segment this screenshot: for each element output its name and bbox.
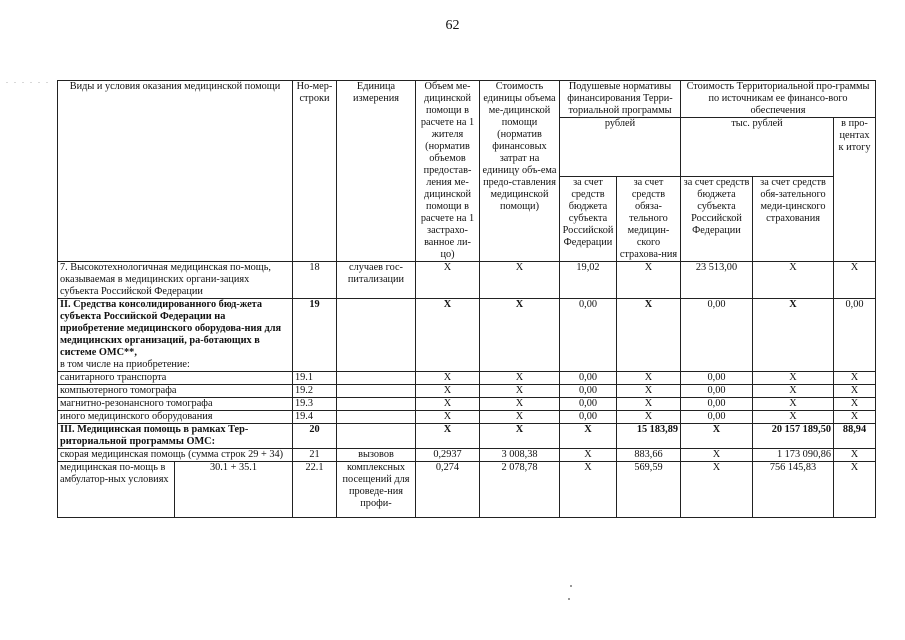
row-pc-budget: 0,00 <box>560 398 617 411</box>
row-pct: X <box>834 385 876 398</box>
row-pct: X <box>834 372 876 385</box>
row-unit <box>337 299 416 372</box>
row-name: компьютерного томографа <box>58 385 293 398</box>
row-unit <box>337 385 416 398</box>
row-unit <box>337 372 416 385</box>
row-t-budget: 0,00 <box>681 385 753 398</box>
row-cost: 3 008,38 <box>480 449 560 462</box>
row-cost: 2 078,78 <box>480 462 560 518</box>
header-percent: в про-центах к итогу <box>834 118 876 262</box>
row-t-budget: 0,00 <box>681 372 753 385</box>
row-volume: X <box>416 262 480 299</box>
row-pc-oms: X <box>617 372 681 385</box>
row-pc-budget: 0,00 <box>560 299 617 372</box>
row-pc-budget: 0,00 <box>560 385 617 398</box>
row-t-budget: X <box>681 462 753 518</box>
row-unit: комплексных посещений для проведе-ния профи- <box>337 462 416 518</box>
row-pc-oms: X <box>617 398 681 411</box>
table-row <box>58 262 876 299</box>
row-unit: случаев гос-питализации <box>337 262 416 299</box>
row-cost: X <box>480 372 560 385</box>
row-t-budget: X <box>681 449 753 462</box>
row-pc-budget: X <box>560 462 617 518</box>
row-name-main: II. Средства консолидированного бюд-жета субъекта Российской Федерации на приобретение медицинского оборудова-ния для медицинских организаций, ра-ботающих в системе ОМС**, <box>60 299 282 358</box>
table-row <box>58 449 876 462</box>
table-row <box>58 411 876 424</box>
page-number: 62 <box>445 18 460 33</box>
row-unit <box>337 424 416 449</box>
row-cost: X <box>480 385 560 398</box>
row-cost: X <box>480 299 560 372</box>
row-volume: X <box>416 299 480 372</box>
row-pc-oms: X <box>617 299 681 372</box>
row-pc-oms: X <box>617 385 681 398</box>
header-cost: Стоимость единицы объема ме-дицинской помощи (норматив финансовых затрат на единицу объ-ема предо-ставления медицинской помощи) <box>480 81 560 262</box>
row-t-oms: X <box>753 411 834 424</box>
row-cost: X <box>480 411 560 424</box>
row-num: 19.4 <box>293 411 337 424</box>
table-row <box>58 299 876 372</box>
scan-speck <box>570 585 572 587</box>
row-t-oms: X <box>753 398 834 411</box>
row-t-oms: X <box>753 262 834 299</box>
row-volume: 0,2937 <box>416 449 480 462</box>
row-name: скорая медицинская помощь (сумма строк 29 + 34) <box>58 449 293 462</box>
row-pct: X <box>834 398 876 411</box>
row-volume: X <box>416 398 480 411</box>
row-pc-budget: 19,02 <box>560 262 617 299</box>
row-t-oms: 756 145,83 <box>753 462 834 518</box>
scan-speck <box>568 598 570 600</box>
row-pct: X <box>834 411 876 424</box>
row-volume: X <box>416 411 480 424</box>
row-cost: X <box>480 424 560 449</box>
row-t-oms: 1 173 090,86 <box>753 449 834 462</box>
row-pc-oms: 15 183,89 <box>617 424 681 449</box>
header-volume: Объем ме-дицинской помощи в расчете на 1 жителя (норматив объемов предостав-ления ме-дицинской помощи в расчете на 1 застрахо-ванное ли-цо) <box>416 81 480 262</box>
row-pc-oms: 569,59 <box>617 462 681 518</box>
row-pc-oms: 883,66 <box>617 449 681 462</box>
row-t-budget: 0,00 <box>681 411 753 424</box>
header-total: Стоимость Территориальной про-граммы по источникам ее финансо-вого обеспечения <box>681 81 876 118</box>
row-pc-budget: 0,00 <box>560 411 617 424</box>
row-pc-budget: 0,00 <box>560 372 617 385</box>
row-name: иного медицинского оборудования <box>58 411 293 424</box>
row-pct: 88,94 <box>834 424 876 449</box>
row-pct: X <box>834 262 876 299</box>
header-unit-thousand: тыс. рублей <box>681 118 834 177</box>
header-unit: Единица измерения <box>337 81 416 262</box>
header-num: Но-мер-строки <box>293 81 337 262</box>
row-unit <box>337 398 416 411</box>
row-pc-budget: X <box>560 424 617 449</box>
header-pc-oms: за счет средств обяза-тельного медицин-ского страхова-ния <box>617 177 681 262</box>
row-num: 18 <box>293 262 337 299</box>
row-unit <box>337 411 416 424</box>
header-row-1 <box>58 81 876 118</box>
row-t-budget: 0,00 <box>681 398 753 411</box>
row-volume: 0,274 <box>416 462 480 518</box>
row-volume: X <box>416 385 480 398</box>
row-cost: X <box>480 398 560 411</box>
row-pct: 0,00 <box>834 299 876 372</box>
row-num: 22.1 <box>293 462 337 518</box>
table-row <box>58 398 876 411</box>
row-pc-oms: X <box>617 411 681 424</box>
row-name: III. Медицинская помощь в рамках Тер-риториальной программы ОМС: <box>58 424 293 449</box>
table-row <box>58 385 876 398</box>
row-name-tail: в том числе на приобретение: <box>60 359 190 370</box>
header-type: Виды и условия оказания медицинской помощи <box>58 81 293 262</box>
header-unit-rub: рублей <box>560 118 681 177</box>
row-volume: X <box>416 424 480 449</box>
row-pc-oms: X <box>617 262 681 299</box>
row-t-oms: X <box>753 385 834 398</box>
header-t-budget: за счет средств бюджета субъекта Российской Федерации <box>681 177 753 262</box>
row-t-budget: 23 513,00 <box>681 262 753 299</box>
row-num: 21 <box>293 449 337 462</box>
row-num: 19.2 <box>293 385 337 398</box>
table-row <box>58 462 876 518</box>
row-volume: X <box>416 372 480 385</box>
row-t-budget: 0,00 <box>681 299 753 372</box>
scan-artifact: . . . . . . <box>6 76 50 85</box>
row-pct: X <box>834 449 876 462</box>
header-pc-budget: за счет средств бюджета субъекта Российской Федерации <box>560 177 617 262</box>
row-name: медицинская по-мощь в амбулатор-ных условиях <box>58 462 175 518</box>
row-name: магнитно-резонансного томографа <box>58 398 293 411</box>
row-t-budget: X <box>681 424 753 449</box>
row-t-oms: X <box>753 372 834 385</box>
row-num: 19 <box>293 299 337 372</box>
medical-care-table <box>57 80 876 518</box>
table-row <box>58 424 876 449</box>
row-pc-budget: X <box>560 449 617 462</box>
row-cost: X <box>480 262 560 299</box>
row-ref: 30.1 + 35.1 <box>175 462 293 518</box>
header-percap: Подушевые нормативы финансирования Терри-ториальной программы <box>560 81 681 118</box>
row-num: 19.3 <box>293 398 337 411</box>
table-row <box>58 372 876 385</box>
row-name: санитарного транспорта <box>58 372 293 385</box>
row-unit: вызовов <box>337 449 416 462</box>
row-name <box>58 299 293 372</box>
row-num: 19.1 <box>293 372 337 385</box>
row-t-oms: 20 157 189,50 <box>753 424 834 449</box>
row-t-oms: X <box>753 299 834 372</box>
row-name: 7. Высокотехнологичная медицинская по-мощь, оказываемая в медицинских органи-зациях субъекта Российской Федерации <box>58 262 293 299</box>
row-pct: X <box>834 462 876 518</box>
header-t-oms: за счет средств обя-зательного меди-цинского страхования <box>753 177 834 262</box>
row-num: 20 <box>293 424 337 449</box>
